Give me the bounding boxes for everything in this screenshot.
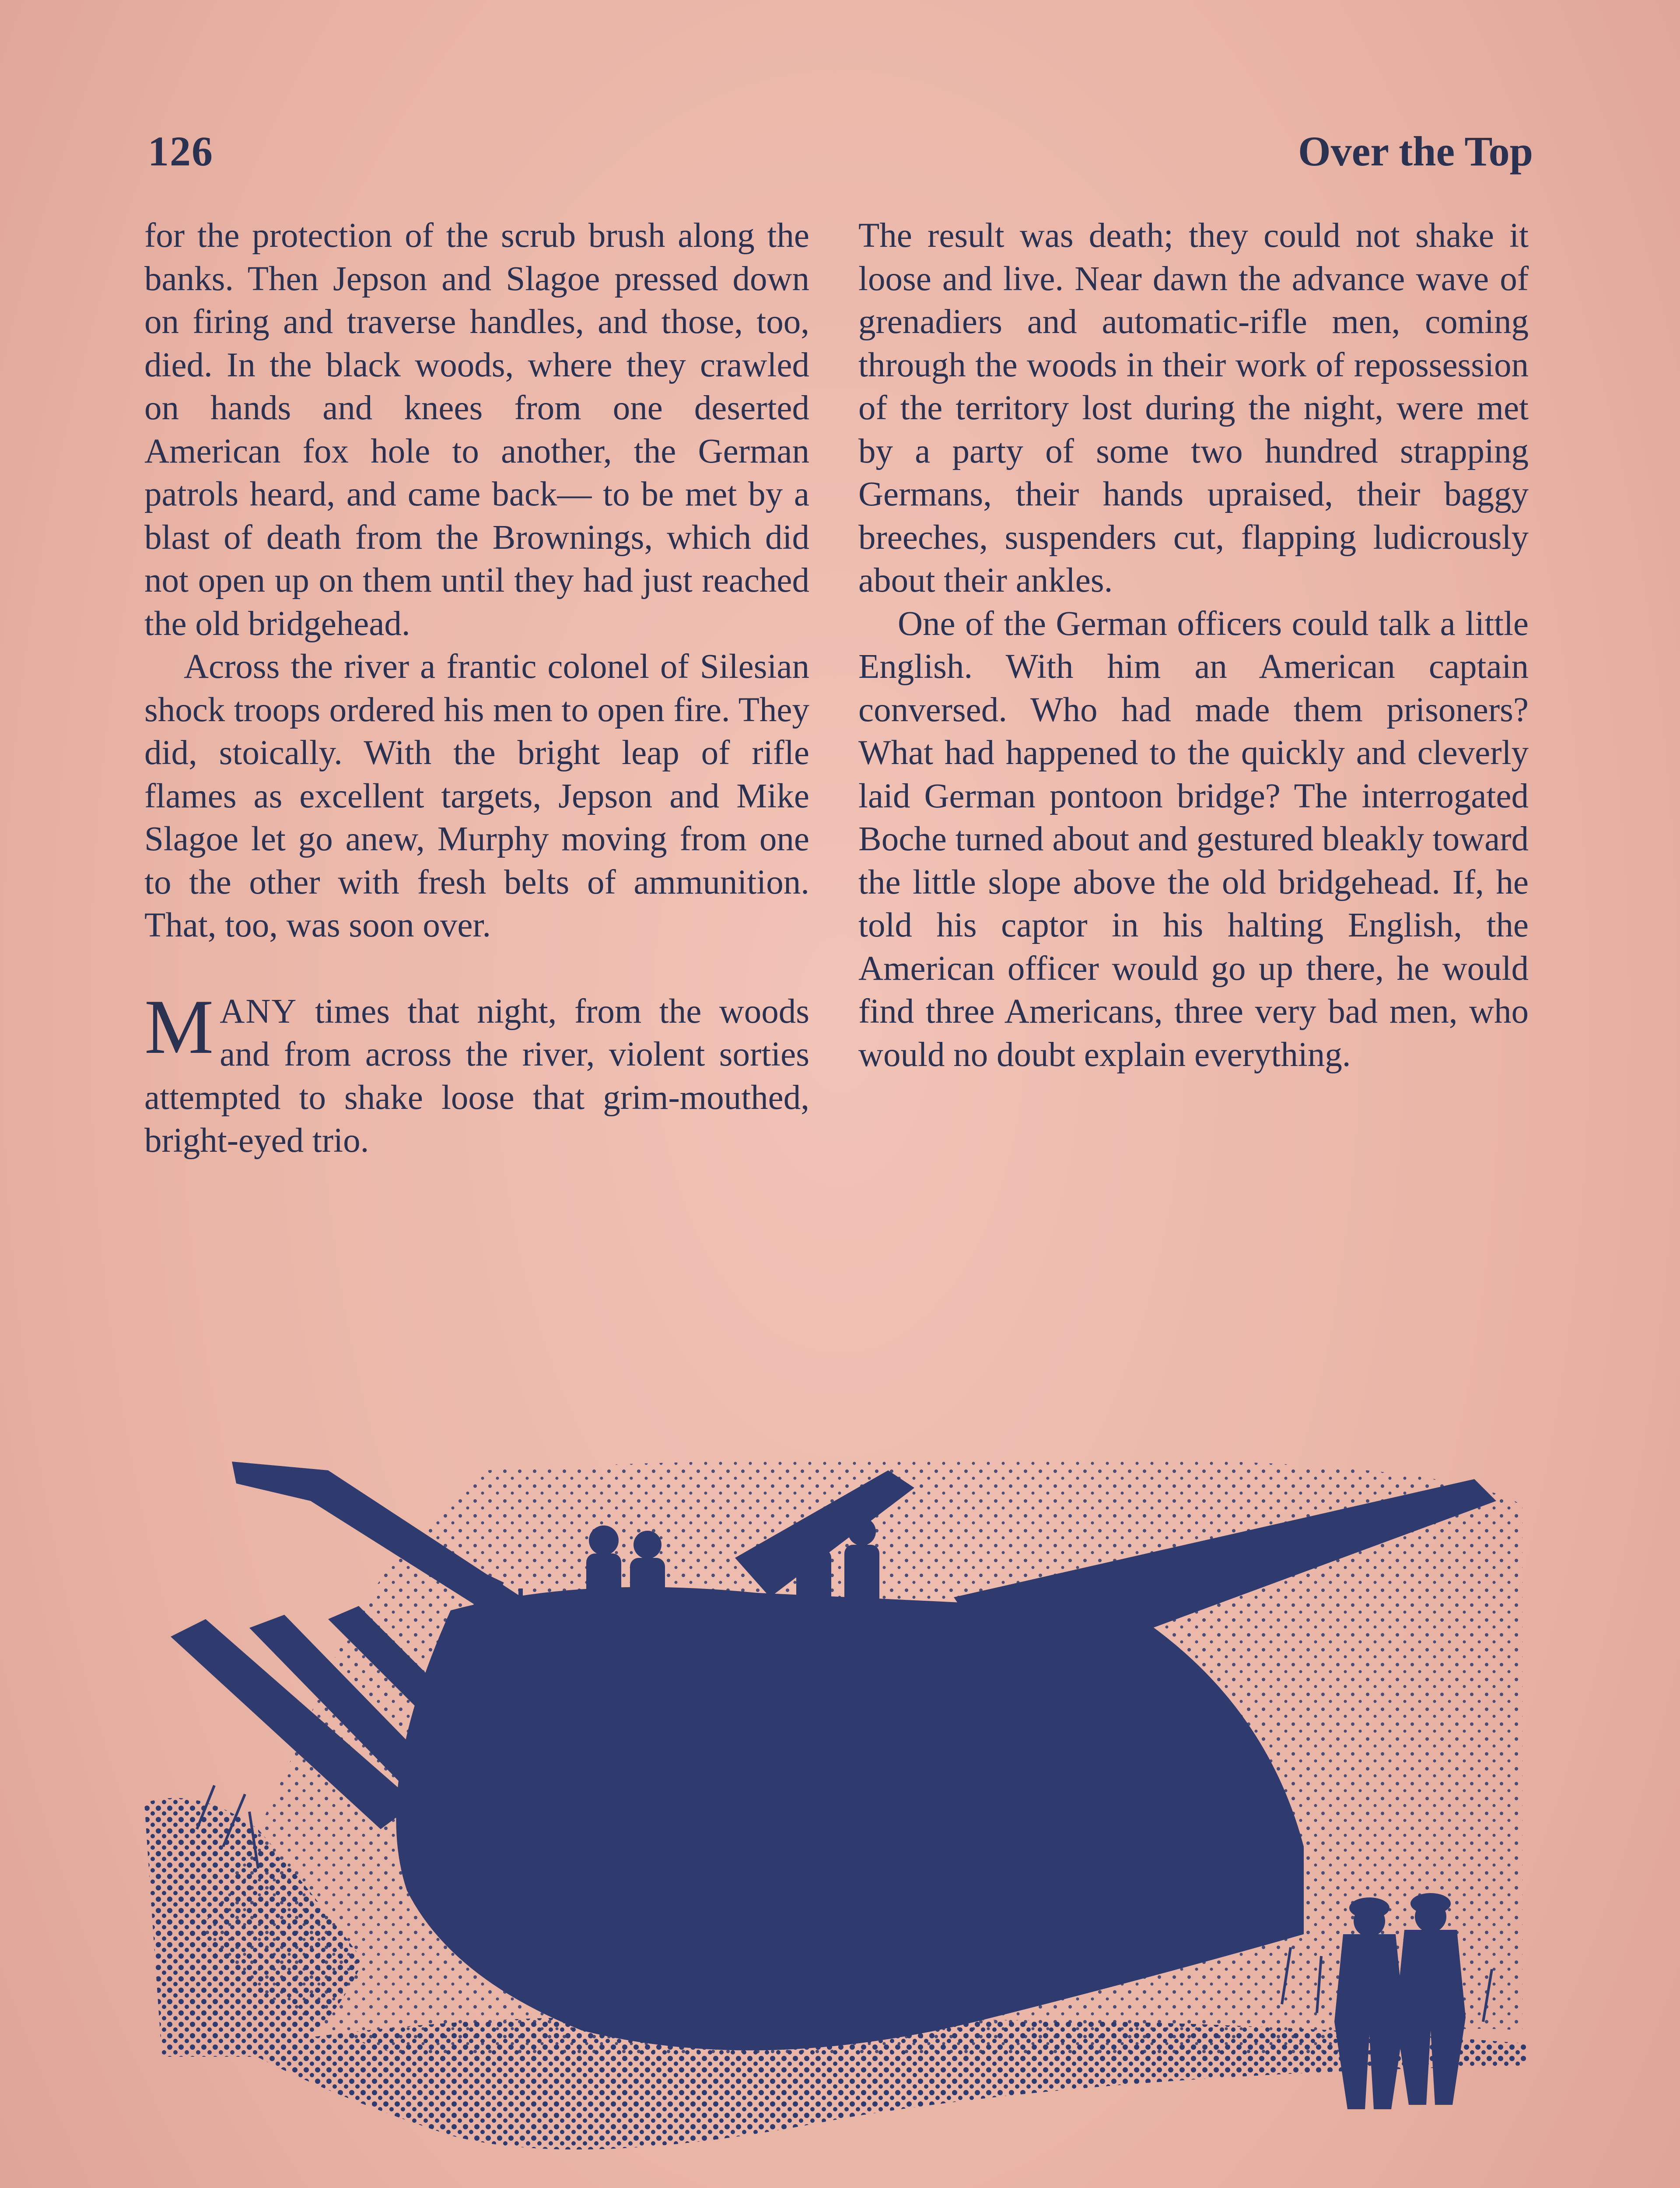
drop-cap: M	[144, 983, 214, 1070]
right-column	[858, 214, 1529, 1076]
railway-gun-illustration	[144, 1453, 1527, 2170]
paragraph-3-text: times that night, from the woods and from across the river, violent sorties attempted to shake loose that grim-mouthed, bright-eyed trio.	[144, 992, 809, 1160]
left-paragraph-3	[144, 983, 809, 1163]
left-paragraph-2: Across the river a frantic colonel of Silesian shock troops ordered his men to open fire. They did, stoically. With the bright leap of rifle flames as excellent targets, Jepson and Mike Slagoe let go anew, Murphy moving from one to the other with fresh belts of ammunition. That, too, was soon over.	[144, 648, 809, 944]
section-break	[144, 947, 809, 990]
left-column	[144, 214, 809, 1163]
right-paragraph-1: The result was death; they could not shake it loose and live. Near dawn the advance wave of grenadiers and automatic-rifle men, coming through the woods in their work of repossession of the territory lost during the night, were met by a party of some two hundred strapping Germans, their hands upraised, their baggy breeches, suspenders cut, flapping ludicrously about their ankles.	[858, 217, 1529, 600]
right-paragraph-2: One of the German officers could talk a little English. With him an American captain conversed. Who had made them prisoners? What had happened to the quickly and cleverly laid German pontoon bridge? The interrogated Boche turned about and gestured bleakly toward the little slope above the old bridgehead. If, he told his captor in his halting English, the American officer would go up there, he would find three Americans, three very bad men, who would no doubt explain everything.	[858, 604, 1529, 1074]
running-title: Over the Top	[1298, 128, 1533, 175]
left-paragraph-1: for the protection of the scrub brush along the banks. Then Jepson and Slagoe pressed down on firing and traverse handles, and those, too, died. In the black woods, where they crawled on hands and knees from one deserted American fox hole to another, the German patrols heard, and came back— to be met by a blast of death from the Brownings, which did not open up on them until they had just reached the old bridgehead.	[144, 217, 809, 643]
page-number: 126	[148, 128, 214, 175]
small-caps-lead: ANY	[220, 992, 298, 1031]
